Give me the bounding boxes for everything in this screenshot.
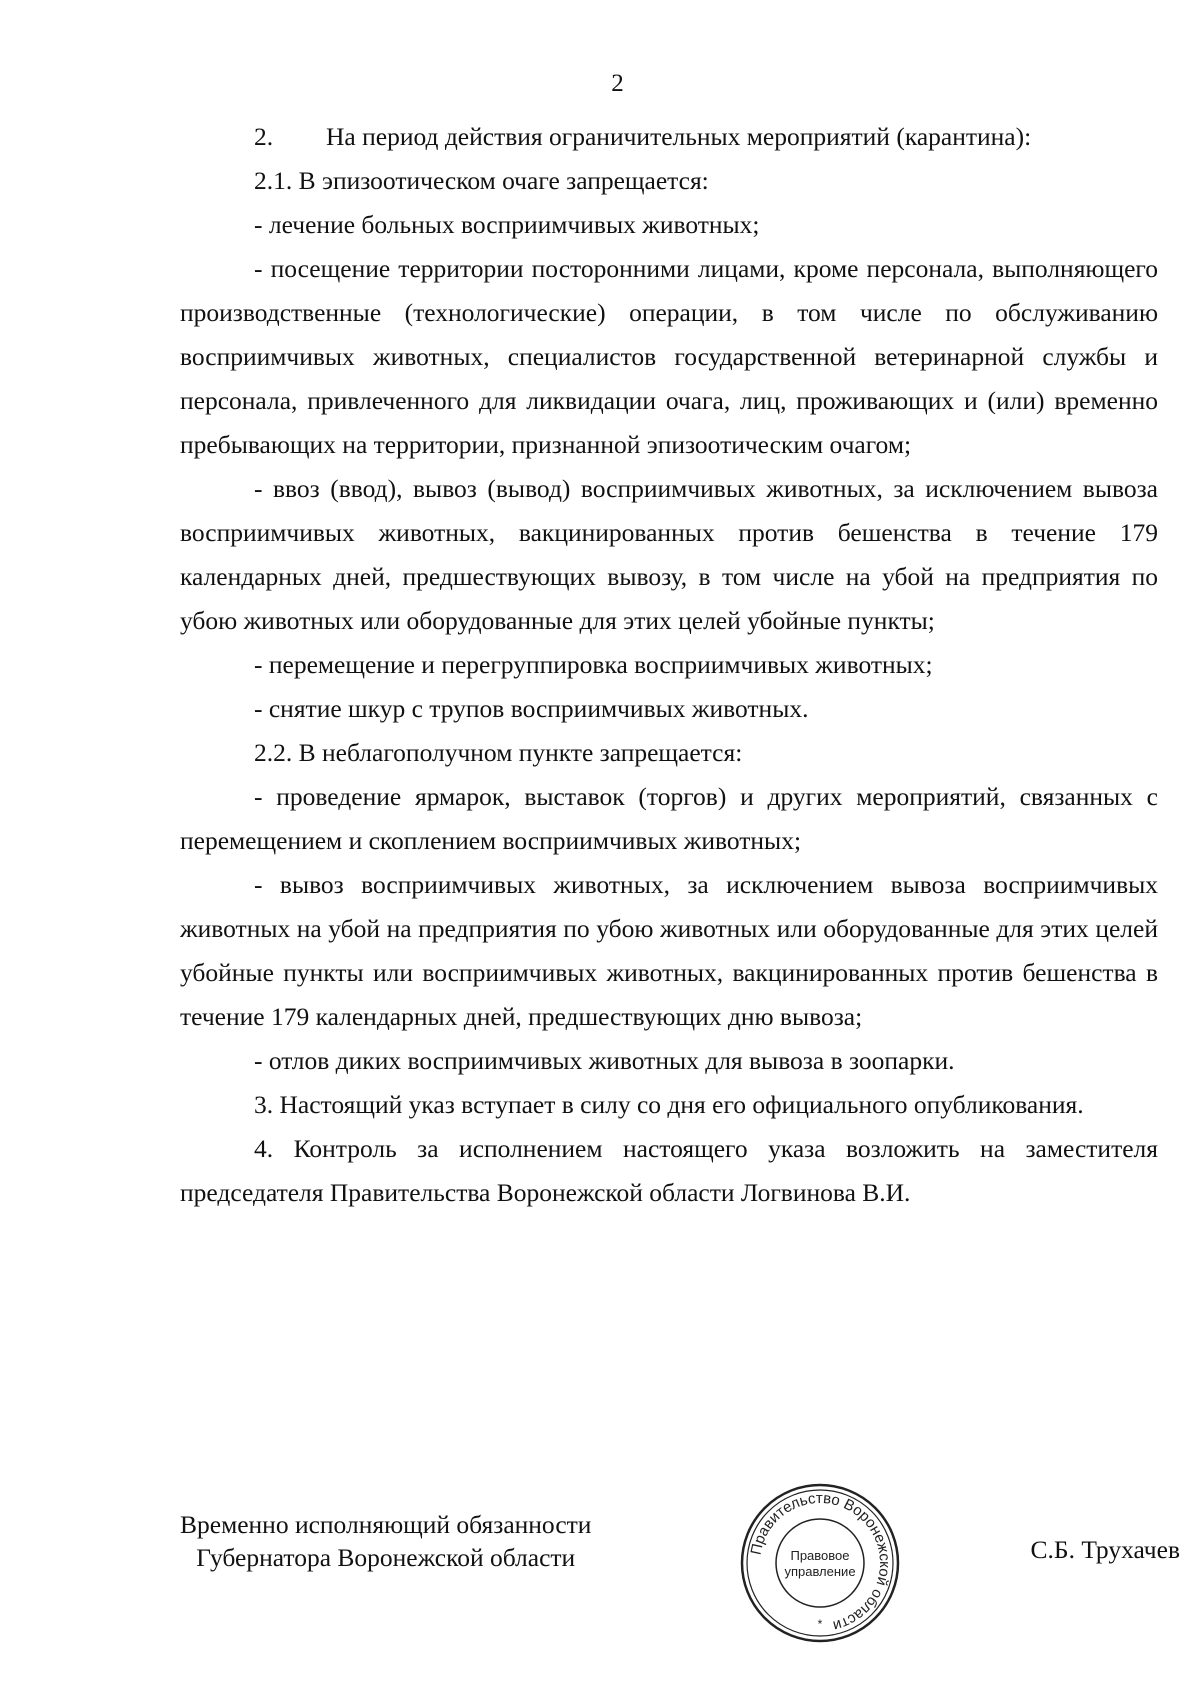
paragraph-3: 3. Настоящий указ вступает в силу со дня его официального опубликования. [254,1090,1084,1119]
list-item: - лечение больных восприимчивых животных; [254,210,760,239]
paragraph-2-2: 2.2. В неблагополучном пункте запрещается: [254,738,743,767]
list-item: - проведение ярмарок, выставок (торгов) и других мероприятий, связанных с перемещением и скоплением восприимчивых животных; [180,782,1158,855]
clause-number: 2. [254,122,274,151]
list-item: - отлов диких восприимчивых животных для вывоза в зоопарки. [254,1046,955,1075]
signatory-name: С.Б. Трухачев [1030,1535,1180,1564]
signatory-position [180,1508,591,1574]
list-item: - перемещение и перегруппировка восприимчивых животных; [254,650,933,679]
list-item: - вывоз восприимчивых животных, за исключением вывоза восприимчивых животных на убой на предприятия по убою животных или оборудованные для этих целей убойные пункты или восприимчивых животных, вакцинированных против бешенства в течение 179 календарных дней, предшествующих дню вывоза; [180,870,1158,1031]
document-body [180,115,1158,1215]
stamp-ring-text: Правительство Воронежской области [747,1489,894,1635]
signature-block [180,1489,1180,1648]
paragraph-text: На период действия ограничительных мероприятий (карантина): [326,122,1032,151]
paragraph-2-1: 2.1. В эпизоотическом очаге запрещается: [254,166,709,195]
list-item: - снятие шкур с трупов восприимчивых животных. [254,694,809,723]
list-item: - посещение территории посторонними лицами, кроме персонала, выполняющего производственные (технологические) операции, в том числе по обслуживанию восприимчивых животных, специалистов государственной ветеринарной службы и персонала, привлеченного для ликвидации очага, лиц, проживающих и (или) временно пребывающих на территории, признанной эпизоотическим очагом; [180,254,1158,459]
official-stamp [735,1478,905,1648]
position-line: Временно исполняющий обязанности [180,1510,592,1539]
page-number: 2 [611,70,624,97]
stamp-center-line: Правовое [790,1548,850,1563]
list-item: - ввоз (ввод), вывоз (вывод) восприимчивых животных, за исключением вывоза восприимчивых животных, вакцинированных против бешенства в течение 179 календарных дней, предшествующих вывозу, в том числе на убой на предприятия по убою животных или оборудованные для этих целей убойные пункты; [180,474,1158,635]
paragraph-4: 4. Контроль за исполнением настоящего указа возложить на заместителя председателя Правительства Воронежской области Логвинова В.И. [180,1134,1158,1207]
position-line: Губернатора Воронежской области [196,1543,576,1572]
stamp-star: * [817,1617,823,1631]
paragraph-2 [180,115,1158,159]
stamp-center-line: управление [784,1564,856,1579]
